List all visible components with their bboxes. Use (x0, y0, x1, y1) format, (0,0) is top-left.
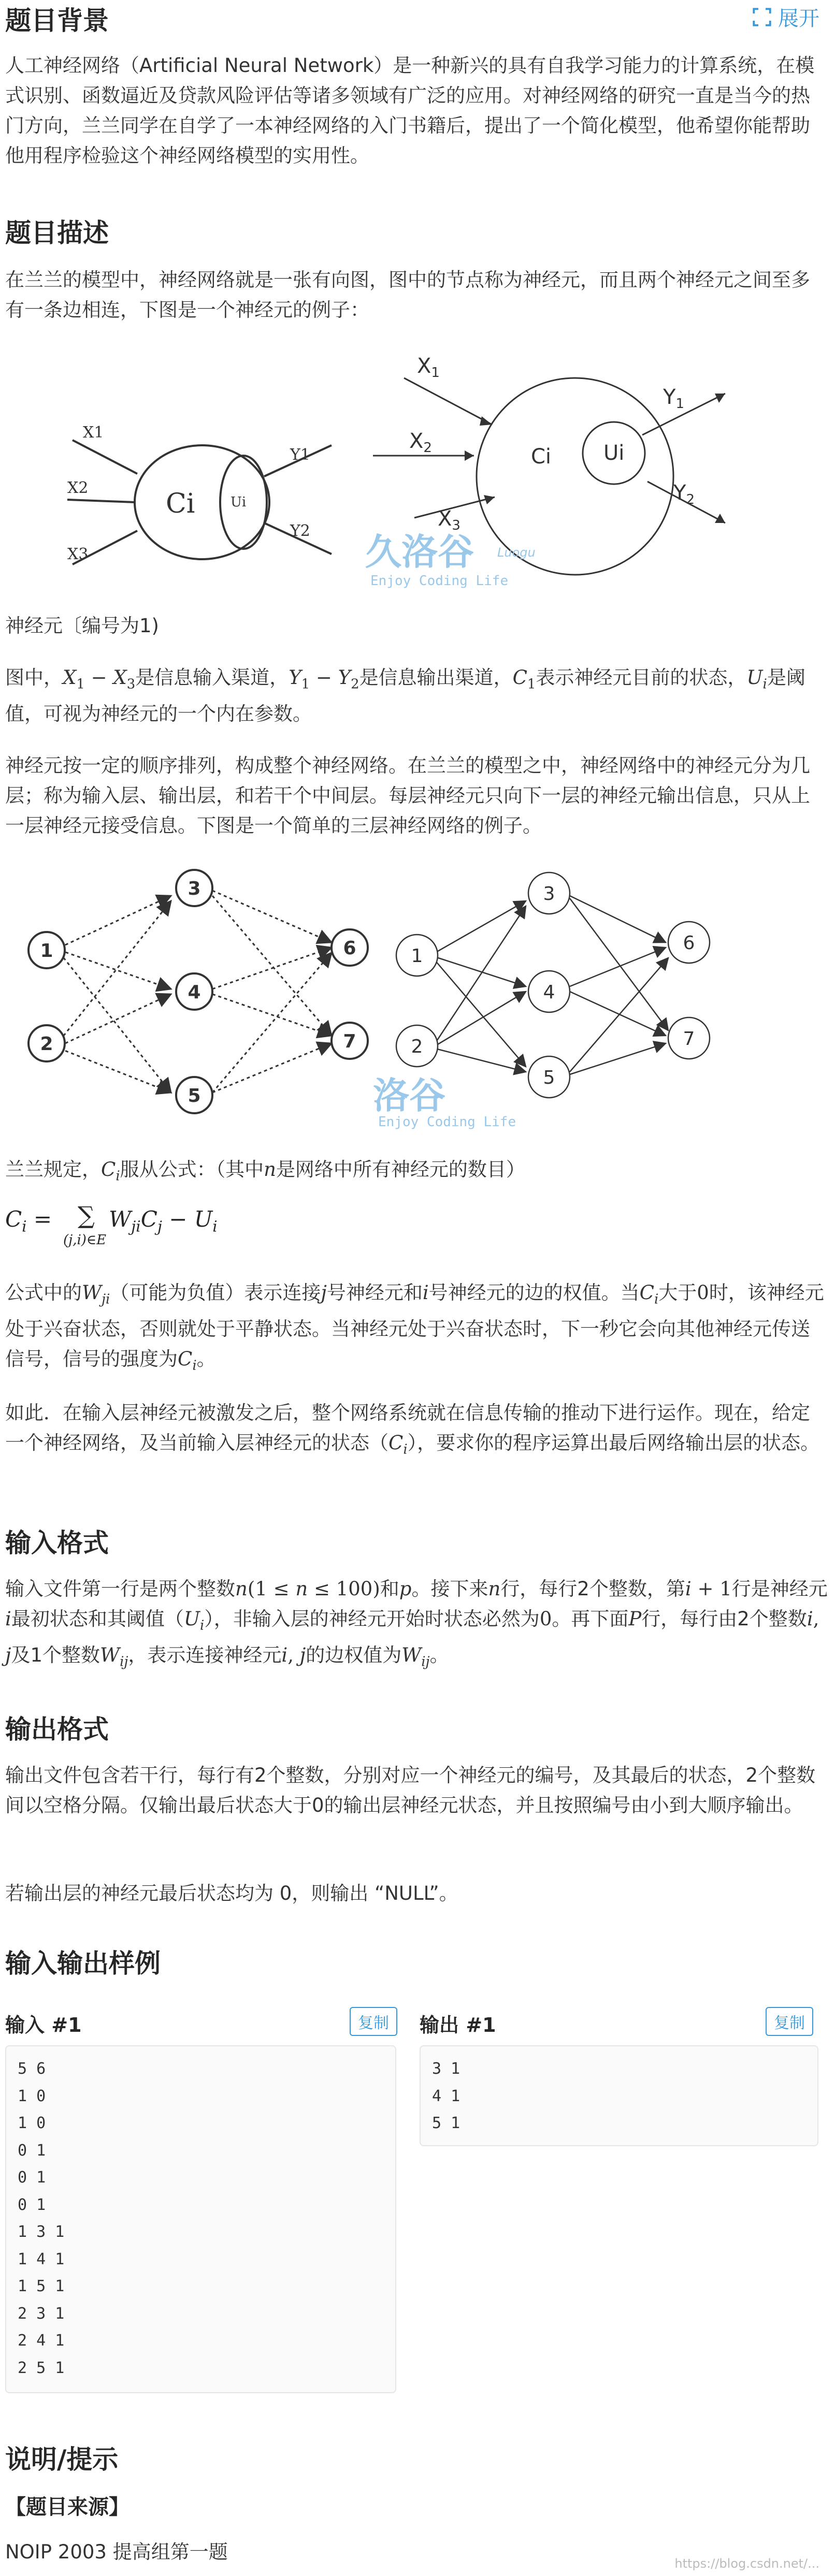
p5-text-c: 号神经元和 (326, 1282, 423, 1304)
p4-text-c: 是网络中所有神经元的数目） (276, 1158, 525, 1181)
description-paragraph-1: 在兰兰的模型中，神经网络就是一张有向图，图中的节点称为神经元，而且两个神经元之间至多有一条边相连，下图是一个神经元的例子： (5, 269, 810, 321)
watermark-sub: Enjoy Coding Life (370, 573, 509, 589)
neuron-diagram (52, 347, 736, 590)
left-node-5: 5 (188, 1085, 201, 1107)
if-text-b: 和 (380, 1578, 399, 1600)
p5-text-d: 号神经元的边的权值。当 (428, 1282, 640, 1304)
input-line: 5 6 (18, 2060, 46, 2078)
p5-text-b: （可能为负值）表示连接 (110, 1282, 321, 1304)
output-sample-label: 输出 #1 (420, 2014, 496, 2036)
copy-output-button[interactable]: 复制 (766, 2007, 813, 2036)
watermark-brand-2: 洛谷 (373, 1074, 445, 1117)
left-node-2: 2 (40, 1034, 53, 1055)
expand-icon (751, 6, 773, 28)
description-paragraph-3: 神经元按一定的顺序排列，构成整个神经网络。在兰兰的模型之中，神经网络中的神经元分为几层；称为输入层、输出层，和若干个中间层。每层神经元只向下一层的神经元输出信息，只从上一层神经元接受信息。下图是一个简单的三层神经网络的例子。 (5, 754, 810, 837)
background-paragraph: 人工神经网络（Artificial Neural Network）是一种新兴的具有自我学习能力的计算系统，在模式识别、函数逼近及贷款风险评估等诸多领域有广泛的应用。对神经网络的研究一直是当今的热门方向，兰兰同学在自学了一本神经网络的入门书籍后，提出了一个简化模型，他希望你能帮助他用程序检验这个神经网络模型的实用性。 (5, 54, 815, 167)
if-text-f: 最初状态和其阈值（ (11, 1608, 184, 1630)
p2-text-e: 是阈值，可视为神经元的一个内在参数。 (5, 666, 805, 725)
right-node-2: 2 (411, 1036, 423, 1057)
network-figure (16, 865, 720, 1134)
output-line: 3 1 (432, 2060, 460, 2078)
luogu-watermark-2 (373, 1074, 516, 1130)
left-node-1: 1 (40, 940, 53, 962)
output-format-heading: 输出格式 (5, 1714, 109, 1744)
watermark-luogu: Luogu (497, 545, 536, 560)
p5-text-a: 公式中的 (5, 1282, 82, 1304)
right-ci-label: Ci (531, 445, 552, 469)
if-text-a: 输入文件第一行是两个整数 (5, 1578, 235, 1600)
p5-text-g: 。 (196, 1348, 216, 1371)
expand-button[interactable] (751, 2, 819, 32)
left-y2-label: Y2 (290, 522, 310, 540)
right-node-3: 3 (543, 883, 555, 905)
state-formula: $C_i$ = ∑ (j,i)∈E $W_{ji}C_j - U_i$ (5, 1201, 218, 1248)
description-paragraph-2: 图中，$X_1 - X_3$是信息输入渠道，$Y_1 - Y_2$是信息输出渠道，$C_1$表示神经元目前的状态，$U_i$是阈值，可视为神经元的一个内在参数。 (5, 666, 805, 725)
input-line: 2 3 1 (18, 2304, 65, 2323)
description-paragraph-5: 公式中的$W_{ji}$（可能为负值）表示连接j号神经元和i号神经元的边的权值。当$C_i$大于0时，该神经元处于兴奋状态，否则就处于平静状态。当神经元处于兴奋状态时，下一秒它会向其他神经元传送信号，信号的强度为$C_i$。 (5, 1282, 824, 1374)
input-format-heading: 输入格式 (5, 1528, 109, 1558)
right-x1-label: $X_1$ (417, 354, 440, 381)
input-line: 0 1 (18, 2169, 46, 2187)
right-node-5: 5 (543, 1067, 555, 1088)
hint-heading: 说明/提示 (5, 2444, 119, 2475)
input-sample-box (5, 2045, 396, 2393)
left-x1-label: X1 (83, 424, 104, 442)
footer-watermark: https://blog.csdn.net/... (674, 2556, 819, 2571)
background-heading: 题目背景 (5, 6, 109, 36)
neuron-figure (52, 347, 736, 590)
if-text-d: 行，每行2个整数，第 (500, 1578, 685, 1600)
right-y1-label: $Y_1$ (663, 385, 684, 412)
input-line: 1 5 1 (18, 2277, 65, 2295)
left-node-4: 4 (188, 982, 201, 1003)
left-y1-label: Y1 (290, 446, 310, 464)
copy-input-button[interactable]: 复制 (350, 2007, 397, 2036)
output-line: 5 1 (432, 2114, 460, 2132)
output-line: 4 1 (432, 2087, 460, 2105)
right-x3-label: $X_3$ (438, 507, 460, 533)
input-format-paragraph: 输入文件第一行是两个整数n(1 ≤ n ≤ 100)和p。接下来n行，每行2个整数，第i + 1行是神经元i最初状态和其阈值$(U_i)$，非输入层的神经元开始时状态必然为0。再下面P行，每行由2个整数i, j及1个整数$W_{ij}$，表示连接神经元i, j的边权值为$W_{ij}$。 (5, 1578, 828, 1670)
if-text-g: ），非输入层的神经元开始时状态必然为 (204, 1608, 540, 1630)
right-node-1: 1 (411, 945, 423, 967)
luogu-watermark-1 (365, 531, 536, 589)
input-sample-label: 输入 #1 (5, 2014, 82, 2036)
left-ci-label: Ci (166, 488, 195, 519)
expand-label: 展开 (778, 7, 819, 31)
input-line: 1 4 1 (18, 2250, 65, 2268)
p5-text-f: 时，该神经元处于兴奋状态，否则就处于平静状态。当神经元处于兴奋状态时，下一秒它会向其他神经元传送信号，信号的强度为 (5, 1282, 824, 1371)
p6-text-b: ），要求你的程序运算出最后网络输出层的状态。 (407, 1432, 820, 1454)
if-text-h: 。再下面 (552, 1608, 629, 1630)
right-node-7: 7 (683, 1028, 695, 1050)
watermark-sub-2: Enjoy Coding Life (378, 1114, 516, 1130)
output-format-paragraph-2: 若输出层的神经元最后状态均为 0，则输出 “NULL”。 (5, 1882, 458, 1904)
left-node-7: 7 (343, 1031, 356, 1052)
if-text-e: 行是神经元 (731, 1578, 828, 1600)
left-node-6: 6 (343, 938, 356, 959)
left-ui-label: Ui (231, 494, 247, 510)
watermark-brand: 久洛谷 (365, 531, 474, 573)
if-text-j: 及1个整数 (11, 1644, 100, 1667)
output-format-paragraph-1: 输出文件包含若干行，每行有2个整数，分别对应一个神经元的编号，及其最后的状态，2个整数间以空格分隔。仅输出最后状态大于0的输出层神经元状态，并且按照编号由小到大顺序输出。 (5, 1764, 816, 1816)
samples-heading: 输入输出样例 (5, 1948, 161, 1978)
source-heading: 【题目来源】 (5, 2495, 129, 2519)
input-line: 0 1 (18, 2195, 46, 2214)
input-line: 1 3 1 (18, 2223, 65, 2241)
p5-text-e: 大于 (658, 1282, 697, 1304)
if-text-i: 行，每行由2个整数 (641, 1608, 807, 1630)
neuron-caption: 神经元〔编号为1) (5, 615, 159, 637)
right-node-6: 6 (683, 933, 695, 954)
input-line: 0 1 (18, 2141, 46, 2160)
description-paragraph-6: 如此．在输入层神经元被激发之后，整个网络系统就在信息传输的推动下进行运作。现在，给定一个神经网络，及当前输入层神经元的状态$(C_i)$，要求你的程序运算出最后网络输出层的状态。 (5, 1402, 820, 1458)
left-x3-label: X3 (67, 545, 89, 563)
right-x2-label: $X_2$ (409, 429, 432, 456)
input-line: 2 5 1 (18, 2359, 65, 2377)
input-line: 2 4 1 (18, 2332, 65, 2350)
p2-text-c: 是信息输出渠道， (359, 666, 513, 689)
p4-text-a: 兰兰规定， (5, 1158, 101, 1181)
description-paragraph-4: 兰兰规定，$C_i$服从公式：（其中n是网络中所有神经元的数目） (5, 1158, 525, 1184)
left-node-3: 3 (188, 878, 201, 899)
if-text-m: 。 (429, 1644, 449, 1667)
right-node-4: 4 (543, 982, 555, 1003)
p2-text-d: 表示神经元目前的状态， (536, 666, 747, 689)
right-ui-label: Ui (603, 441, 625, 465)
output-sample-box (420, 2045, 818, 2146)
source-text: NOIP 2003 提高组第一题 (5, 2541, 228, 2563)
network-diagram (16, 865, 720, 1134)
if-text-k: ，表示连接神经元 (128, 1644, 282, 1667)
p2-text-a: 图中， (5, 666, 63, 689)
p4-text-b: 服从公式：（其中 (120, 1158, 264, 1181)
left-x2-label: X2 (67, 479, 89, 497)
p6-text-a: 如此．在输入层神经元被激发之后，整个网络系统就在信息传输的推动下进行运作。现在，给定一个神经网络，及当前输入层神经元的状态（ (5, 1402, 810, 1454)
description-heading: 题目描述 (5, 218, 109, 248)
input-line: 1 0 (18, 2087, 46, 2105)
if-text-l: 的边权值为 (306, 1644, 402, 1667)
input-line: 1 0 (18, 2114, 46, 2132)
right-y2-label: $Y_2$ (673, 481, 695, 507)
if-text-c: 。接下来 (411, 1578, 488, 1600)
p2-text-b: 是信息输入渠道， (135, 666, 289, 689)
